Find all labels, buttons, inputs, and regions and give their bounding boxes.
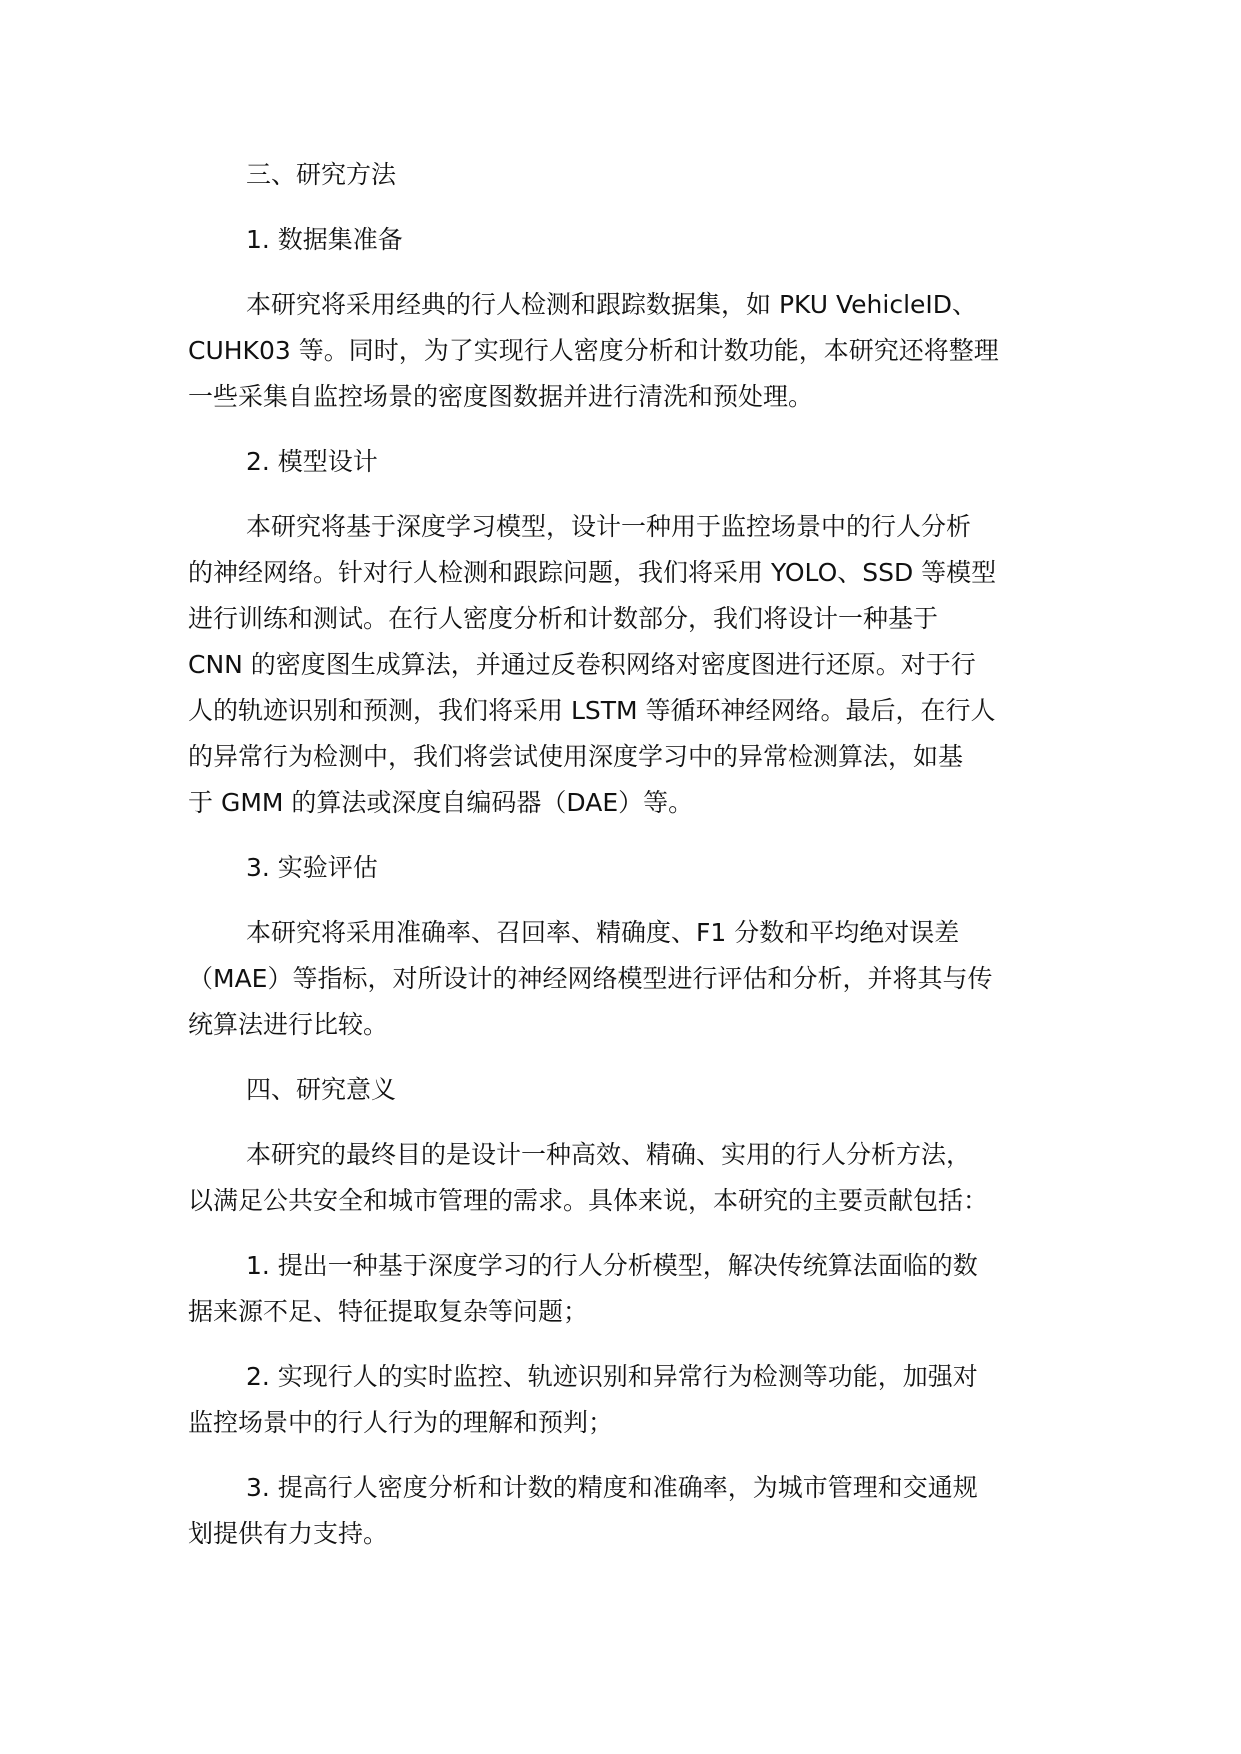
text-line: 2. 实现行人的实时监控、轨迹识别和异常行为检测等功能，加强对 <box>246 1362 978 1391</box>
subheading-evaluation: 3. 实验评估 <box>246 853 378 882</box>
subheading-dataset: 1. 数据集准备 <box>246 225 403 254</box>
text-line: 的异常行为检测中，我们将尝试使用深度学习中的异常检测算法，如基 <box>188 742 964 771</box>
text-line: 统算法进行比较。 <box>188 1010 389 1039</box>
text-line: 本研究的最终目的是设计一种高效、精确、实用的行人分析方法， <box>246 1140 972 1169</box>
contribution-item-1 <box>188 1243 1068 1335</box>
text-line: 划提供有力支持。 <box>188 1519 389 1548</box>
text-line: 进行训练和测试。在行人密度分析和计数部分，我们将设计一种基于 <box>188 604 939 633</box>
document-body <box>188 152 1068 1576</box>
text-line: 1. 提出一种基于深度学习的行人分析模型，解决传统算法面临的数 <box>246 1251 978 1280</box>
section-heading-methods: 三、研究方法 <box>246 160 397 189</box>
text-line: 本研究将采用准确率、召回率、精确度、F1 分数和平均绝对误差 <box>246 918 960 947</box>
text-line: 一些采集自监控场景的密度图数据并进行清洗和预处理。 <box>188 382 814 411</box>
text-line: 据来源不足、特征提取复杂等问题； <box>188 1297 589 1326</box>
text-line: 人的轨迹识别和预测，我们将采用 LSTM 等循环神经网络。最后，在行人 <box>188 696 996 725</box>
subheading-model-design: 2. 模型设计 <box>246 447 378 476</box>
text-line: （MAE）等指标，对所设计的神经网络模型进行评估和分析，并将其与传 <box>188 964 993 993</box>
paragraph-evaluation <box>188 910 1068 1048</box>
text-line: CNN 的密度图生成算法，并通过反卷积网络对密度图进行还原。对于行 <box>188 650 976 679</box>
contribution-item-2 <box>188 1354 1068 1446</box>
text-line: 于 GMM 的算法或深度自编码器（DAE）等。 <box>188 788 694 817</box>
paragraph-model-design <box>188 504 1068 826</box>
contribution-item-3 <box>188 1465 1068 1557</box>
text-line: 本研究将基于深度学习模型，设计一种用于监控场景中的行人分析 <box>246 512 972 541</box>
text-line: 3. 提高行人密度分析和计数的精度和准确率，为城市管理和交通规 <box>246 1473 978 1502</box>
section-heading-significance: 四、研究意义 <box>246 1075 397 1104</box>
paragraph-dataset <box>188 282 1068 420</box>
text-line: 以满足公共安全和城市管理的需求。具体来说，本研究的主要贡献包括： <box>188 1186 989 1215</box>
paragraph-significance-intro <box>188 1132 1068 1224</box>
text-line: 的神经网络。针对行人检测和跟踪问题，我们将采用 YOLO、SSD 等模型 <box>188 558 997 587</box>
text-line: 监控场景中的行人行为的理解和预判； <box>188 1408 614 1437</box>
text-line: CUHK03 等。同时，为了实现行人密度分析和计数功能，本研究还将整理 <box>188 336 999 365</box>
text-line: 本研究将采用经典的行人检测和跟踪数据集，如 PKU VehicleID、 <box>246 290 978 319</box>
